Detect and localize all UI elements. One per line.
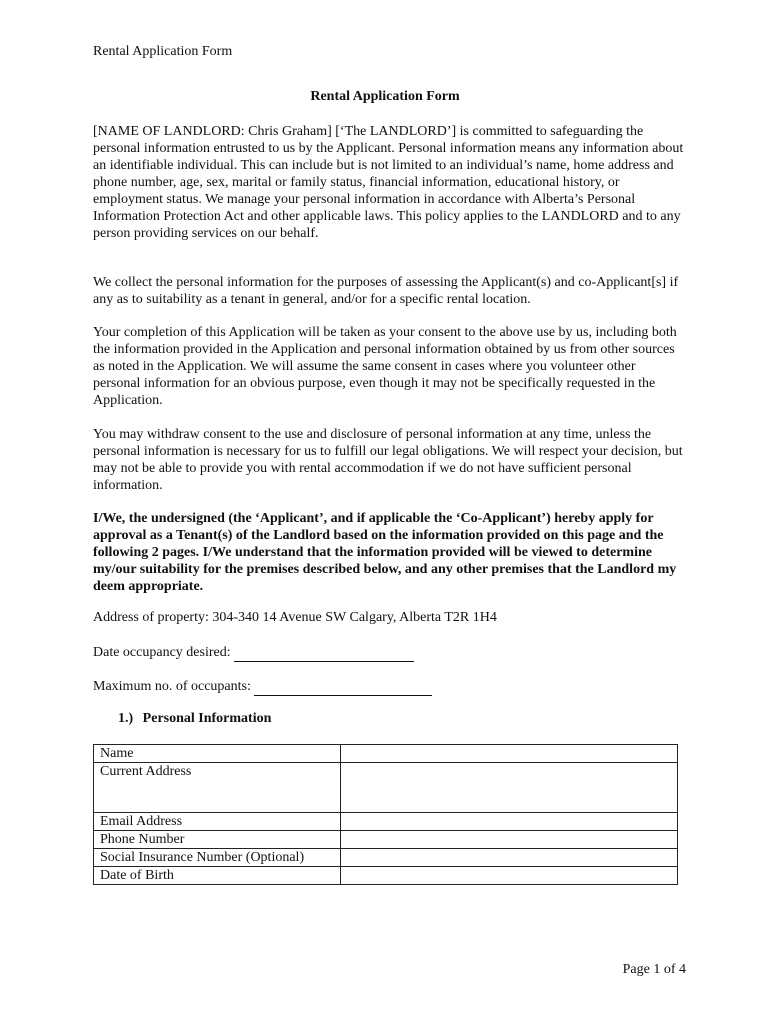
value-cell-email-address[interactable]: [341, 813, 678, 831]
running-header: Rental Application Form: [93, 44, 233, 59]
purpose-paragraph: We collect the personal information for the purposes of assessing the Applicant(s) and co-Applicant[s] if any as to suitability as a tenant in general, and/or for a specific rental location.: [93, 275, 679, 307]
page-number: Page 1 of 4: [622, 962, 686, 977]
row-label-date-of-birth: Date of Birth: [94, 867, 341, 885]
max-occupants-field: [93, 679, 432, 696]
property-address: Address of property: 304-340 14 Avenue SW Calgary, Alberta T2R 1H4: [93, 610, 497, 625]
table-row: [94, 763, 678, 813]
consent-paragraph: Your completion of this Application will be taken as your consent to the above use by us, including both the information provided in the Application and personal information obtained by us from other sources as noted in the Application. We will assume the same consent in cases where you volunteer other personal information for an obvious purpose, even though it may not be specifically requested in the Application.: [93, 325, 677, 408]
value-cell-date-of-birth[interactable]: [341, 867, 678, 885]
privacy-paragraph: [NAME OF LANDLORD: Chris Graham] [‘The LANDLORD’] is committed to safeguarding the personal information entrusted to us by the Applicant. Personal information means any information about an identifiable individual. This can include but is not limited to an individual’s name, home address and phone number, age, sex, marital or family status, financial information, educational history, or employment status. We manage your personal information in accordance with Alberta’s Personal Information Protection Act and other applicable laws. This policy applies to the LANDLORD and to any person providing services on our behalf.: [93, 124, 684, 241]
section-title: Personal Information: [142, 711, 272, 726]
table-row: [94, 867, 678, 885]
row-label-name: Name: [94, 745, 341, 763]
value-cell-social-insurance-number[interactable]: [341, 849, 678, 867]
date-occupancy-label: Date occupancy desired:: [93, 645, 231, 660]
withdraw-consent-paragraph: You may withdraw consent to the use and disclosure of personal information at any time, unless the personal information is necessary for us to fulfill our legal obligations. We will respect your decision, but may not be able to provide you with rental accommodation if we do not have sufficient personal information.: [93, 427, 683, 493]
section-number: 1.): [118, 711, 134, 726]
document-title: Rental Application Form: [310, 89, 460, 104]
table-row: [94, 745, 678, 763]
max-occupants-blank[interactable]: [254, 679, 432, 696]
table-row: [94, 849, 678, 867]
value-cell-current-address[interactable]: [341, 763, 678, 813]
value-cell-phone-number[interactable]: [341, 831, 678, 849]
row-label-phone-number: Phone Number: [94, 831, 341, 849]
table-row: [94, 813, 678, 831]
personal-information-table: [93, 744, 678, 885]
row-label-email-address: Email Address: [94, 813, 341, 831]
section-heading-personal-information: [118, 711, 271, 727]
max-occupants-label: Maximum no. of occupants:: [93, 679, 251, 694]
value-cell-name[interactable]: [341, 745, 678, 763]
declaration-paragraph: I/We, the undersigned (the ‘Applicant’, and if applicable the ‘Co-Applicant’) hereby apply for approval as a Tenant(s) of the Landlord based on the information provided on this page and the following 2 pages. I/We understand that the information provided will be viewed to determine my/our suitability for the premises described below, and any other premises that the Landlord my deem appropriate.: [93, 511, 677, 594]
date-occupancy-field: [93, 645, 414, 662]
row-label-current-address: Current Address: [94, 763, 341, 813]
date-occupancy-blank[interactable]: [234, 645, 414, 662]
table-row: [94, 831, 678, 849]
row-label-social-insurance-number: Social Insurance Number (Optional): [94, 849, 341, 867]
